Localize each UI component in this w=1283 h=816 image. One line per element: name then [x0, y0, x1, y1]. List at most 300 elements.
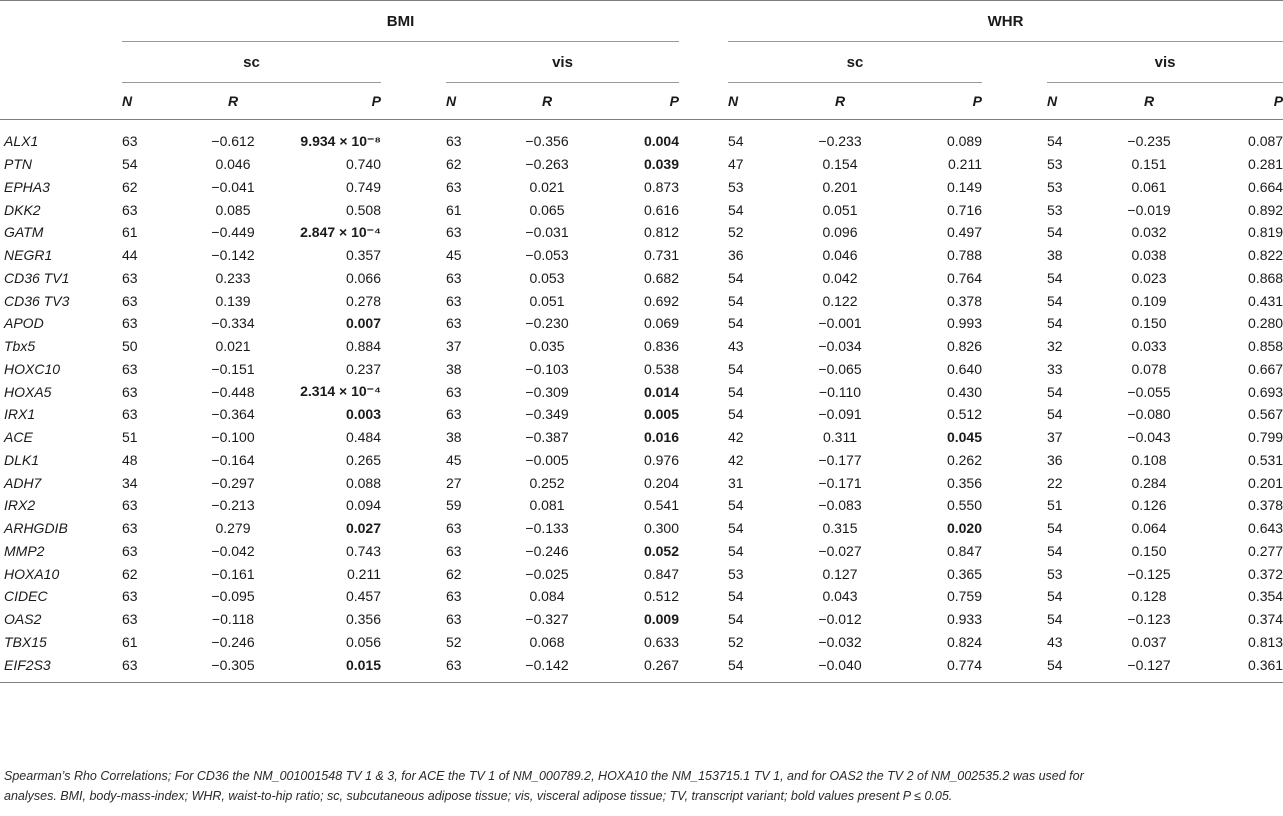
cell-r: −0.230: [525, 315, 569, 332]
cell-p: 0.365: [946, 565, 982, 582]
cell-r: −0.043: [1127, 429, 1171, 446]
cell-p: 0.300: [643, 520, 679, 537]
cell-n: 62: [122, 178, 138, 195]
gene-name: CIDEC: [4, 588, 48, 605]
cell-r: −0.213: [211, 497, 255, 514]
gene-name: NEGR1: [4, 247, 53, 264]
cell-p: 0.567: [1248, 406, 1283, 423]
cell-n: 63: [122, 269, 138, 286]
cell-r: −0.309: [525, 383, 569, 400]
cell-n: 63: [122, 201, 138, 218]
cell-p: 0.774: [906, 653, 982, 682]
cell-r: −0.123: [1127, 611, 1171, 628]
cell-p: 0.004: [643, 133, 679, 150]
cell-r: −0.053: [525, 247, 569, 264]
gene-name: ALX1: [4, 133, 39, 150]
gene-name: HOXC10: [4, 360, 61, 377]
col-header-n: N: [122, 93, 133, 109]
column-gap: [982, 176, 1047, 199]
cell-r: 0.021: [529, 178, 565, 195]
cell-p: 0.237: [345, 360, 381, 377]
cell-r: −0.025: [525, 565, 569, 582]
cell-r: −0.103: [525, 360, 569, 377]
cell-p: 0.005: [643, 406, 679, 423]
cell-n: 63: [122, 292, 138, 309]
cell-r: −0.151: [211, 360, 255, 377]
cell-p: 0.045: [946, 429, 982, 446]
cell-n: 38: [446, 429, 462, 446]
cell-p: 0.824: [946, 633, 982, 650]
table-footnote: Spearman’s Rho Correlations; For CD36 the NM_001001548 TV 1 & 3, for ACE the TV 1 of NM_000789.2, HOXA10 the NM_153715.1 TV 1, and for OAS2 the TV 2 of NM_002535.2 was used for analyses. BMI, body-mass-index; WHR, waist-to-hip ratio; sc, subcutaneous adipose tissue; vis, visceral adipose tissue; TV, transcript variant; bold values present P ≤ 0.05.: [4, 769, 1084, 803]
cell-n: 54: [728, 292, 744, 309]
cell-r: 0.126: [1131, 497, 1167, 514]
column-gap: [381, 198, 446, 221]
table-row: [0, 426, 1283, 449]
cell-p: 0.884: [345, 338, 381, 355]
cell-n: 63: [446, 588, 462, 605]
cell-n: 54: [728, 383, 744, 400]
cell-r: −0.118: [211, 611, 255, 628]
cell-p: 0.267: [603, 653, 679, 682]
cell-p: 0.431: [1248, 292, 1283, 309]
column-gap: [679, 631, 728, 654]
cell-p: 0.976: [643, 451, 679, 468]
column-gap: [679, 153, 728, 176]
gene-name: OAS2: [4, 611, 42, 628]
table-row: [0, 289, 1283, 312]
cell-r: 0.122: [822, 292, 858, 309]
table-row: [0, 517, 1283, 540]
cell-r: 0.139: [215, 292, 251, 309]
cell-n: 44: [122, 247, 138, 264]
cell-r: −0.142: [211, 247, 255, 264]
cell-p: 0.056: [345, 633, 381, 650]
header-gap: [982, 42, 1047, 83]
cell-r: −0.171: [818, 474, 862, 491]
col-header-n: N: [728, 93, 739, 109]
column-gap: [679, 540, 728, 563]
gene-name: ACE: [4, 429, 33, 446]
cell-r: 0.279: [215, 520, 251, 537]
header-gap: [679, 83, 728, 120]
cell-n: 59: [446, 497, 462, 514]
column-gap: [381, 335, 446, 358]
cell-n: 54: [1047, 269, 1063, 286]
cell-n: 53: [1047, 178, 1063, 195]
cell-p: 0.378: [946, 292, 982, 309]
header-gap: [982, 83, 1047, 120]
cell-r: 0.068: [529, 633, 565, 650]
cell-n: 54: [1047, 133, 1063, 150]
column-gap: [381, 517, 446, 540]
column-gap: [679, 120, 728, 153]
cell-n: 45: [446, 247, 462, 264]
cell-n: 36: [1047, 451, 1063, 468]
cell-r: 0.128: [1131, 588, 1167, 605]
cell-n: 63: [446, 383, 462, 400]
cell-r: −0.027: [818, 542, 862, 559]
cell-p: 0.693: [1248, 383, 1283, 400]
cell-n: 54: [728, 542, 744, 559]
cell-p: 0.868: [1248, 269, 1283, 286]
gene-name: ADH7: [4, 474, 42, 491]
table-row: [0, 221, 1283, 244]
col-header-n: N: [1047, 93, 1058, 109]
cell-p: 0.281: [1248, 156, 1283, 173]
cell-n: 27: [446, 474, 462, 491]
cell-n: 54: [1047, 406, 1063, 423]
column-gap: [381, 585, 446, 608]
cell-n: 61: [446, 201, 462, 218]
cell-r: −0.133: [525, 520, 569, 537]
cell-n: 38: [1047, 247, 1063, 264]
cell-p: 0.531: [1248, 451, 1283, 468]
column-gap: [381, 494, 446, 517]
cell-r: 0.032: [1131, 224, 1167, 241]
column-gap: [679, 403, 728, 426]
cell-p: 0.457: [345, 588, 381, 605]
table-row: [0, 403, 1283, 426]
cell-r: −0.005: [525, 451, 569, 468]
column-gap: [982, 221, 1047, 244]
cell-r: −0.233: [818, 133, 862, 150]
cell-n: 53: [1047, 156, 1063, 173]
cell-p: 0.484: [345, 429, 381, 446]
cell-n: 63: [446, 224, 462, 241]
column-gap: [381, 358, 446, 381]
column-gap: [679, 267, 728, 290]
cell-p: 0.204: [643, 474, 679, 491]
cell-p: 0.633: [643, 633, 679, 650]
table-row: [0, 653, 1283, 682]
cell-n: 34: [122, 474, 138, 491]
cell-r: 0.053: [529, 269, 565, 286]
header-gap: [679, 42, 728, 83]
cell-p: 0.378: [1248, 497, 1283, 514]
column-gap: [679, 517, 728, 540]
cell-r: 0.109: [1131, 292, 1167, 309]
cell-p: 0.027: [345, 520, 381, 537]
column-gap: [982, 380, 1047, 403]
cell-n: 51: [122, 429, 138, 446]
cell-r: −0.019: [1127, 201, 1171, 218]
group-header-whr: WHR: [728, 1, 1283, 42]
column-gap: [982, 198, 1047, 221]
cell-n: 54: [728, 406, 744, 423]
column-gap: [381, 449, 446, 472]
header-gap: [381, 42, 446, 83]
cell-n: 53: [1047, 201, 1063, 218]
cell-n: 52: [446, 633, 462, 650]
cell-p: 0.211: [347, 565, 381, 582]
cell-r: −0.065: [818, 360, 862, 377]
cell-p: 0.664: [1248, 178, 1283, 195]
cell-n: 63: [122, 611, 138, 628]
cell-n: 42: [728, 429, 744, 446]
cell-p: 0.356: [946, 474, 982, 491]
column-gap: [982, 426, 1047, 449]
header-blank: [0, 1, 122, 42]
cell-p: 0.740: [345, 156, 381, 173]
cell-n: 22: [1047, 474, 1063, 491]
column-gap: [679, 198, 728, 221]
column-gap: [381, 176, 446, 199]
cell-p: 0.836: [643, 338, 679, 355]
cell-r: −0.246: [525, 542, 569, 559]
column-gap: [679, 608, 728, 631]
cell-p: 0.819: [1248, 224, 1283, 241]
cell-n: 42: [728, 451, 744, 468]
gene-name: GATM: [4, 224, 44, 241]
cell-p: 0.847: [946, 542, 982, 559]
cell-p: 0.069: [643, 315, 679, 332]
cell-n: 54: [1047, 292, 1063, 309]
table-row: [0, 540, 1283, 563]
cell-n: 63: [122, 588, 138, 605]
cell-p: 0.039: [643, 156, 679, 173]
cell-p: 0.280: [1248, 315, 1283, 332]
column-gap: [982, 471, 1047, 494]
column-gap: [982, 517, 1047, 540]
column-gap: [679, 471, 728, 494]
column-gap: [381, 426, 446, 449]
column-gap: [982, 608, 1047, 631]
column-gap: [381, 653, 446, 682]
cell-n: 63: [122, 520, 138, 537]
cell-r: −0.055: [1127, 383, 1171, 400]
column-gap: [679, 585, 728, 608]
cell-r: −0.364: [211, 406, 255, 423]
cell-n: 43: [728, 338, 744, 355]
cell-r: 0.150: [1131, 315, 1167, 332]
cell-p: 0.430: [946, 383, 982, 400]
subgroup-header-whr-sc: sc: [728, 42, 982, 83]
cell-r: −0.387: [525, 429, 569, 446]
cell-n: 48: [122, 451, 138, 468]
cell-p: 0.541: [643, 497, 679, 514]
column-gap: [381, 244, 446, 267]
column-gap: [381, 380, 446, 403]
column-gap: [982, 562, 1047, 585]
cell-n: 63: [446, 292, 462, 309]
cell-p: 0.508: [345, 201, 381, 218]
table-body: [0, 120, 1283, 683]
cell-p: 0.277: [1248, 542, 1283, 559]
cell-r: −0.164: [211, 451, 255, 468]
table-row: [0, 562, 1283, 585]
cell-p: 0.089: [946, 133, 982, 150]
cell-n: 62: [122, 565, 138, 582]
cell-r: −0.125: [1127, 565, 1171, 582]
cell-r: 0.021: [215, 338, 251, 355]
header-gap: [381, 83, 446, 120]
subgroup-header-bmi-vis: vis: [446, 42, 679, 83]
cell-r: 0.043: [822, 588, 858, 605]
cell-p: 0.826: [946, 338, 982, 355]
column-gap: [679, 562, 728, 585]
table-row: [0, 358, 1283, 381]
cell-r: 0.042: [822, 269, 858, 286]
cell-p: 0.643: [1248, 520, 1283, 537]
table-row: [0, 176, 1283, 199]
column-gap: [381, 631, 446, 654]
cell-n: 63: [446, 653, 491, 682]
cell-p: 0.497: [946, 224, 982, 241]
cell-n: 33: [1047, 360, 1063, 377]
cell-p: 0.087: [1248, 133, 1283, 150]
group-header-bmi: BMI: [122, 1, 679, 42]
cell-n: 54: [728, 611, 744, 628]
cell-p: 0.743: [345, 542, 381, 559]
column-gap: [982, 494, 1047, 517]
subgroup-header-whr-vis: vis: [1047, 42, 1283, 83]
cell-n: 43: [1047, 633, 1063, 650]
cell-r: 0.038: [1131, 247, 1167, 264]
column-gap: [982, 312, 1047, 335]
cell-p: 0.201: [1248, 474, 1283, 491]
cell-p: 0.066: [345, 269, 381, 286]
cell-r: −0.080: [1127, 406, 1171, 423]
cell-p: 0.211: [948, 156, 982, 173]
cell-n: 63: [446, 133, 462, 150]
cell-p: 0.357: [345, 247, 381, 264]
cell-n: 45: [446, 451, 462, 468]
cell-n: 54: [728, 315, 744, 332]
cell-p: 0.993: [946, 315, 982, 332]
cell-p: 0.149: [946, 178, 982, 195]
cell-r: −0.177: [818, 451, 862, 468]
cell-n: 54: [728, 520, 744, 537]
cell-p: 0.094: [345, 497, 381, 514]
cell-n: 53: [728, 178, 744, 195]
cell-p: 0.616: [643, 201, 679, 218]
cell-n: 54: [728, 360, 744, 377]
cell-p: 0.749: [345, 178, 381, 195]
cell-n: 54: [1047, 611, 1063, 628]
cell-r: −0.040: [774, 653, 906, 682]
cell-p: 0.014: [643, 383, 679, 400]
cell-r: −0.091: [818, 406, 862, 423]
cell-p: 0.550: [946, 497, 982, 514]
column-gap: [679, 244, 728, 267]
header-blank: [0, 42, 122, 83]
cell-r: 0.311: [823, 429, 857, 446]
cell-n: 54: [728, 653, 774, 682]
cell-p: 0.716: [946, 201, 982, 218]
cell-r: 0.201: [822, 178, 858, 195]
cell-r: −0.161: [211, 565, 255, 582]
cell-r: 0.084: [529, 588, 565, 605]
column-gap: [381, 562, 446, 585]
cell-n: 63: [446, 520, 462, 537]
cell-p: 0.361: [1205, 653, 1283, 682]
column-gap: [982, 244, 1047, 267]
cell-n: 63: [446, 315, 462, 332]
column-gap: [679, 176, 728, 199]
column-gap: [982, 289, 1047, 312]
column-gap: [982, 335, 1047, 358]
cell-p: 0.009: [643, 611, 679, 628]
column-gap: [982, 585, 1047, 608]
cell-n: 54: [1047, 542, 1063, 559]
cell-r: 0.233: [215, 269, 251, 286]
cell-p: 0.003: [345, 406, 381, 423]
cell-r: 0.061: [1131, 178, 1167, 195]
cell-r: 0.065: [529, 201, 565, 218]
cell-r: −0.110: [818, 383, 862, 400]
table-row: [0, 449, 1283, 472]
column-gap: [381, 267, 446, 290]
cell-p: 0.847: [643, 565, 679, 582]
cell-n: 54: [728, 269, 744, 286]
col-header-p: P: [972, 93, 982, 109]
table-row: [0, 153, 1283, 176]
cell-n: 63: [122, 542, 138, 559]
column-gap: [982, 267, 1047, 290]
column-gap: [381, 403, 446, 426]
cell-n: 63: [122, 653, 168, 682]
cell-r: 0.051: [822, 201, 858, 218]
column-gap: [679, 358, 728, 381]
column-gap: [679, 221, 728, 244]
column-gap: [982, 540, 1047, 563]
cell-n: 51: [1047, 497, 1063, 514]
cell-r: 0.150: [1131, 542, 1167, 559]
cell-p: 0.512: [946, 406, 982, 423]
cell-r: 0.051: [529, 292, 565, 309]
cell-r: −0.012: [818, 611, 862, 628]
cell-r: 0.252: [529, 474, 565, 491]
col-header-p: P: [371, 93, 381, 109]
gene-name: CD36 TV1: [4, 269, 70, 286]
cell-n: 63: [446, 611, 462, 628]
cell-n: 54: [1047, 383, 1063, 400]
cell-p: 0.764: [946, 269, 982, 286]
cell-p: 0.354: [1248, 588, 1283, 605]
cell-n: 63: [122, 497, 138, 514]
table-row: [0, 120, 1283, 153]
column-gap: [381, 120, 446, 153]
cell-n: 63: [446, 178, 462, 195]
cell-p: 0.278: [345, 292, 381, 309]
cell-r: 0.046: [822, 247, 858, 264]
gene-name: IRX2: [4, 497, 36, 514]
col-header-r: R: [834, 93, 846, 109]
cell-p: 0.799: [1248, 429, 1283, 446]
column-gap: [381, 471, 446, 494]
cell-r: −0.034: [818, 338, 862, 355]
gene-name: ARHGDIB: [4, 520, 68, 537]
cell-p: 0.788: [946, 247, 982, 264]
cell-p: 0.265: [345, 451, 381, 468]
cell-r: 0.035: [529, 338, 565, 355]
cell-n: 54: [728, 588, 744, 605]
col-header-p: P: [1273, 93, 1283, 109]
column-gap: [381, 221, 446, 244]
cell-p: 0.667: [1248, 360, 1283, 377]
cell-r: 0.078: [1131, 360, 1167, 377]
cell-r: −0.042: [211, 542, 255, 559]
cell-r: −0.001: [818, 315, 862, 332]
cell-p: 0.015: [298, 653, 381, 682]
cell-n: 54: [728, 133, 744, 150]
cell-p: 0.372: [1248, 565, 1283, 582]
cell-n: 63: [122, 133, 138, 150]
column-gap: [679, 289, 728, 312]
column-gap: [982, 120, 1047, 153]
cell-r: −0.041: [211, 178, 255, 195]
header-gap: [679, 1, 728, 42]
